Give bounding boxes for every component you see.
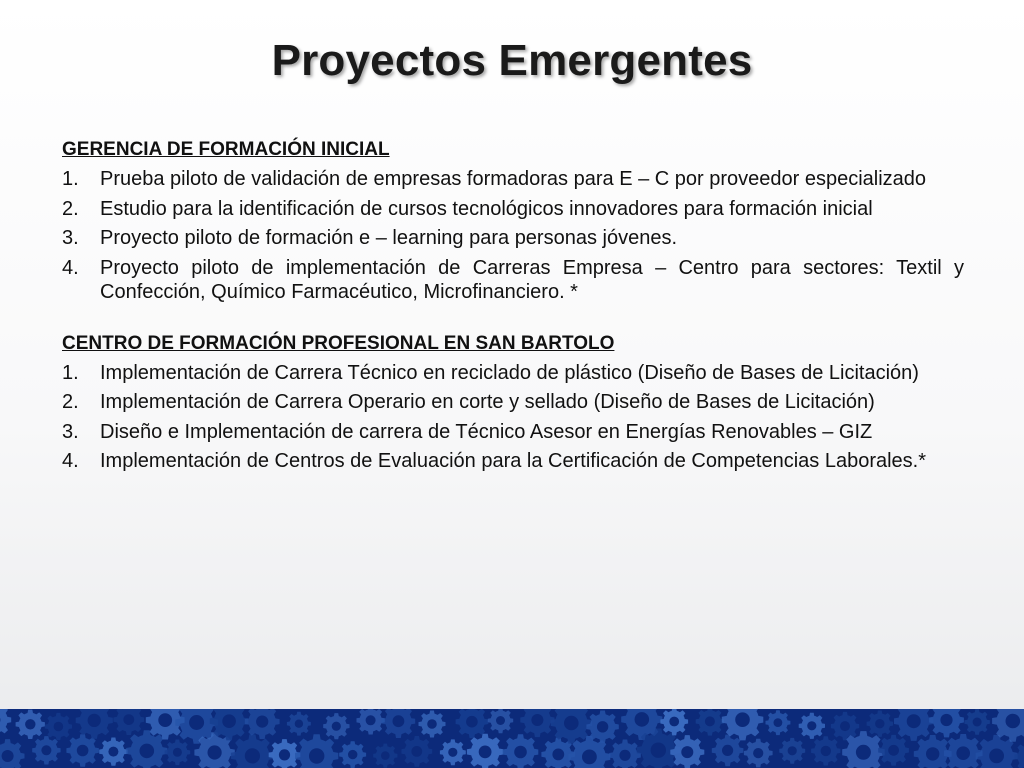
gear-hole [222,714,236,728]
gear-hole [956,746,970,760]
gear-hole [907,714,921,728]
gear-hole [705,716,715,726]
gear-hole [597,721,608,732]
gear-hole [753,748,763,758]
list-item-text: Proyecto piloto de implementación de Carreras Empresa – Centro para sectores: Textil y Confección, Químico Farmacéutico, Microfinanciero. * [100,256,964,303]
gear-hole [479,746,492,759]
gear-hole [635,712,650,727]
list-item-number: 4. [62,256,79,279]
gear-hole [989,749,1004,764]
gear-hole [681,746,693,758]
list-item [62,390,964,415]
gear-hole [940,714,952,726]
gear-hole [427,719,437,729]
gear-hole [295,720,303,728]
section-heading-san-bartolo: CENTRO DE FORMACIÓN PROFESIONAL EN SAN BARTOLO [62,332,615,354]
gear-hole [348,750,357,759]
gear-hole [41,745,51,755]
gear-hole [466,716,478,728]
list-item-text: Implementación de Carrera Operario en corte y sellado (Diseño de Bases de Licitación) [100,391,875,413]
gear-hole [564,716,579,731]
gear-hole [973,718,982,727]
gear-hole [582,750,597,765]
gear-hole [279,749,290,760]
gear-hole [448,748,457,757]
list-item [62,197,964,222]
gear-hole [531,714,543,726]
gear-hole [54,722,64,732]
gear-hole [774,718,783,727]
gear-hole [77,745,89,757]
gear-hole [366,715,376,725]
gear-hole [840,721,850,731]
list-item-number: 2. [62,391,79,413]
gear-hole [173,748,182,757]
list-item-text: Implementación de Centros de Evaluación para la Certificación de Competencias Laborales.* [100,450,927,472]
gear-hole [88,714,101,727]
list-item [62,256,964,305]
gear-hole [1006,714,1021,729]
gear-icon [0,709,11,737]
list-item-number: 2. [62,197,79,220]
list-item-text: Prueba piloto de validación de empresas formadoras para E – C por proveedor especializado [100,168,927,190]
list-item-number: 3. [62,420,79,443]
list-item-text: Diseño e Implementación de carrera de Técnico Asesor en Energías Renovables – GIZ [100,420,873,443]
gear-hole [393,715,405,727]
gear-hole [309,748,324,763]
gear-pattern-icon [0,709,1024,768]
slide-content [62,138,964,479]
slide-title: Proyectos Emergentes [271,36,753,85]
gear-hole [722,745,733,756]
list-formacion-inicial [62,167,964,305]
list-item-number: 1. [62,361,79,384]
gear-hole [788,746,797,755]
list-item [62,226,964,251]
gear-hole [245,748,260,763]
list-item-text: Proyecto piloto de formación e – learning para personas jóvenes. [100,227,678,249]
list-item [62,420,964,445]
gear-hole [888,745,899,756]
list-item-text: Implementación de Carrera Técnico en reciclado de plástico (Diseño de Bases de Licitación) [100,361,919,384]
gear-hole [2,750,14,762]
gear-hole [669,717,679,727]
gear-hole [651,743,666,758]
list-item [62,167,964,192]
list-san-bartolo [62,361,964,474]
list-item-number: 1. [62,168,79,190]
gear-hole [926,747,939,760]
gear-hole [856,745,871,760]
gear-hole [140,744,155,759]
gear-hole [158,713,172,727]
gear-hole [108,747,118,757]
list-item-number: 4. [62,450,79,472]
gear-hole [496,716,505,725]
list-item [62,449,964,474]
gear-hole [189,715,204,730]
gear-hole [514,746,527,759]
list-item [62,361,964,386]
gear-hole [619,750,630,761]
gear-hole [25,719,35,729]
gear-hole [821,746,831,756]
gear-hole [332,722,341,731]
gear-hole [411,746,422,757]
gear-hole [875,719,884,728]
gear-hole [735,712,750,727]
footer-gear-band [0,709,1024,768]
gear-hole [123,714,134,725]
list-item-number: 3. [62,227,79,249]
gear-hole [381,751,390,760]
gear-hole [807,721,816,730]
gear-icon [1014,742,1024,768]
section-heading-formacion-inicial: GERENCIA DE FORMACIÓN INICIAL [62,139,390,160]
gear-hole [552,749,564,761]
list-item-text: Estudio para la identificación de cursos tecnológicos innovadores para formación inicial [100,197,873,220]
gear-hole [208,745,222,759]
gear-hole [256,716,268,728]
